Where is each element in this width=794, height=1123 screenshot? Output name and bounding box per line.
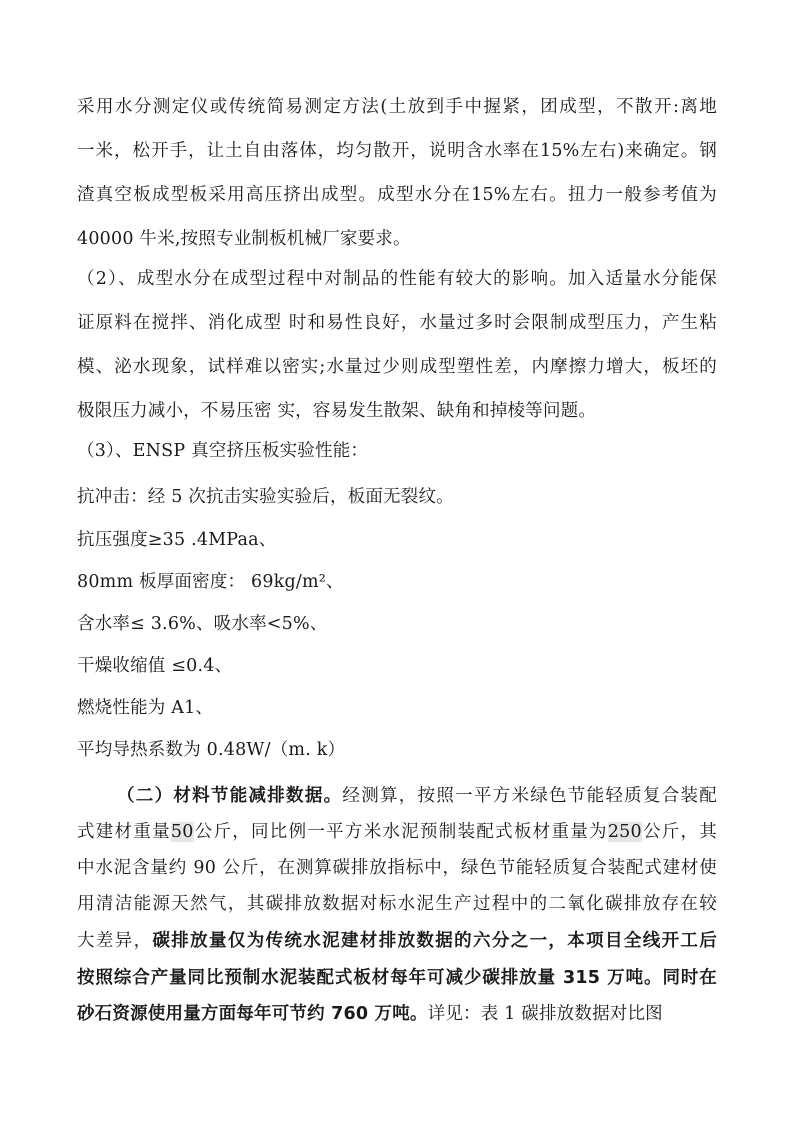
p3-item-shrinkage: 干燥收缩值 ≤0.4、 — [77, 656, 233, 676]
s2-line-2-c: 公斤，其 — [641, 822, 717, 842]
p3-item-impact: 抗冲击：经 5 次抗击实验实验后，板面无裂纹。 — [77, 487, 454, 507]
s2-line-4: 用清洁能源天然气，其碳排放数据对标水泥生产过程中的二氧化碳排放存在较 — [77, 894, 717, 914]
p3-heading: （3）、ENSP 真空挤压板实验性能： — [77, 441, 369, 461]
s2-line-3: 中水泥含量约 90 公斤，在测算碳排放指标中，绿色节能轻质复合装配式建材使 — [77, 858, 717, 878]
s2-line-1-rest: 经测算，按照一平方米绿色节能轻质复合装配 — [342, 786, 717, 806]
p1-line-4: 40000 牛米,按照专业制板机械厂家要求。 — [77, 229, 411, 249]
s2-line-7 — [77, 1002, 717, 1026]
s2-line-2 — [77, 820, 717, 844]
p3-item-thermal: 平均导热系数为 0.48W/（m. k） — [77, 740, 346, 760]
s2-title: （二）材料节能减排数据。 — [117, 786, 343, 806]
p3-item-density: 80mm 板厚面密度： 69kg/m²、 — [77, 572, 344, 592]
s2-line-1 — [117, 784, 717, 808]
s2-line-5-bold: 碳排放量仅为传统水泥建材排放数据的六分之一，本项目全线开工后 — [152, 931, 717, 951]
p2-line-3: 模、泌水现象，试样难以密实;水量过少则成型塑性差，内摩擦力增大，板坯的 — [77, 357, 717, 377]
s2-line-6: 按照综合产量同比预制水泥装配式板材每年可减少碳排放量 315 万吨。同时在 — [77, 968, 717, 988]
p3-item-moisture: 含水率≤ 3.6%、吸水率<5%、 — [77, 614, 328, 634]
p2-line-1: （2）、成型水分在成型过程中对制品的性能有较大的影响。加入适量水分能保 — [77, 269, 717, 289]
p3-item-compressive: 抗压强度≥35 .4MPaa、 — [77, 530, 277, 550]
s2-highlight-50: 50 — [170, 822, 194, 842]
s2-line-2-b: 公斤，同比例一平方米水泥预制装配式板材重量为 — [193, 822, 608, 842]
s2-line-5 — [77, 929, 717, 953]
s2-line-7-bold: 砂石资源使用量方面每年可节约 760 万吨。 — [77, 1004, 428, 1024]
p2-line-4: 极限压力减小，不易压密 实，容易发生散架、缺角和掉棱等问题。 — [77, 401, 597, 421]
p1-line-2: 一米，松开手，让土自由落体，均匀散开，说明含水率在15%左右)来确定。钢 — [77, 141, 717, 161]
s2-highlight-250: 250 — [607, 822, 642, 842]
p2-line-2: 证原料在搅拌、消化成型 时和易性良好，水量过多时会限制成型压力，产生粘 — [77, 313, 717, 333]
s2-line-5-normal: 大差异， — [77, 931, 153, 951]
s2-line-7-normal: 详见：表 1 碳排放数据对比图 — [427, 1004, 663, 1024]
p1-line-3: 渣真空板成型板采用高压挤出成型。成型水分在15%左右。扭力一般参考值为 — [77, 185, 717, 205]
p1-line-1: 采用水分测定仪或传统简易测定方法(土放到手中握紧，团成型，不散开:离地 — [77, 97, 717, 117]
p3-item-fire: 燃烧性能为 A1、 — [77, 698, 214, 718]
s2-line-2-a: 式建材重量 — [77, 822, 171, 842]
